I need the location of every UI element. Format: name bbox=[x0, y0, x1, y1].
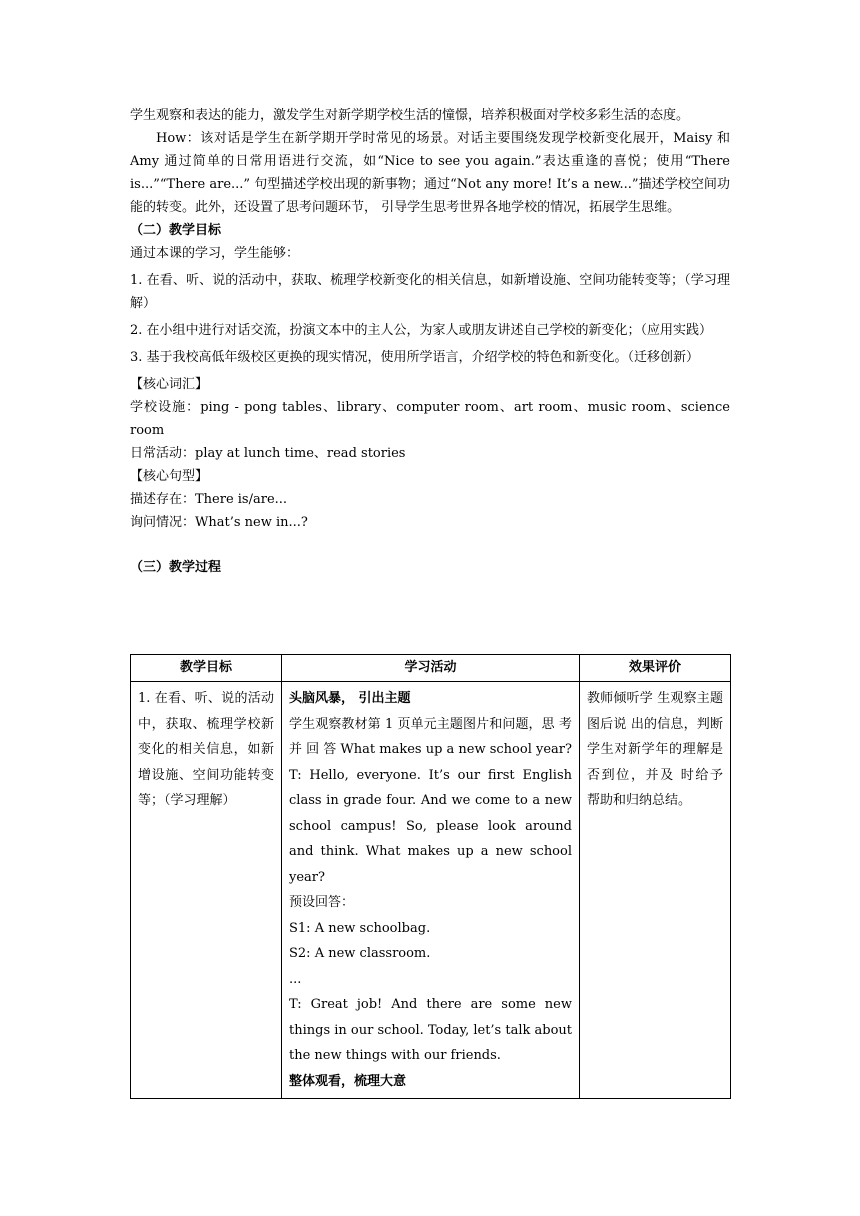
objective-item-1: 1. 在看、听、说的活动中，获取、梳理学校新变化的相关信息，如新增设施、空间功能转变等；（学习理解） bbox=[130, 273, 730, 311]
table-header-row bbox=[131, 655, 731, 682]
vocab-facilities: 学校设施：ping - pong tables、library、computer room、art room、music room、science room bbox=[130, 400, 730, 438]
teaching-process-table bbox=[130, 654, 731, 1099]
sentence-ask: 询问情况：What’s new in...? bbox=[130, 515, 308, 530]
vocab-heading: 【核心词汇】 bbox=[130, 377, 209, 392]
column-header-evaluation: 效果评价 bbox=[580, 655, 731, 682]
objectives-lead: 通过本课的学习，学生能够： bbox=[130, 246, 300, 261]
activity-heading: 头脑风暴， 引出主题 bbox=[289, 691, 411, 706]
lesson-plan-text bbox=[130, 104, 730, 579]
vocab-activities: 日常活动：play at lunch time、read stories bbox=[130, 446, 406, 461]
activity-cell bbox=[282, 682, 580, 1099]
activity-line: T: Great job! And there are some new things in our school. Today, let’s talk about the new things with our friends. bbox=[289, 997, 572, 1063]
process-heading: （三）教学过程 bbox=[130, 560, 222, 575]
column-header-activity: 学习活动 bbox=[282, 655, 580, 682]
intro-paragraph: 学生观察和表达的能力，激发学生对新学期学校生活的憧憬，培养积极面对学校多彩生活的态度。 bbox=[130, 108, 690, 123]
activity-line: 学生观察教材第 1 页单元主题图片和问题，思 考 并 回 答 What makes up a new school year? bbox=[289, 716, 572, 757]
objectives-heading: （二）教学目标 bbox=[130, 223, 222, 238]
objective-item-3: 3. 基于我校高低年级校区更换的现实情况，使用所学语言，介绍学校的特色和新变化。（迁移创新） bbox=[130, 350, 700, 365]
goal-cell: 1. 在看、听、说的活动中，获取、梳理学校新变化的相关信息，如新增设施、空间功能转变等；（学习理解） bbox=[131, 682, 282, 1099]
column-header-goal: 教学目标 bbox=[131, 655, 282, 682]
activity-line: S1: A new schoolbag. bbox=[289, 920, 431, 936]
activity-heading-2: 整体观看，梳理大意 bbox=[289, 1073, 407, 1089]
sentence-describe: 描述存在：There is/are... bbox=[130, 492, 288, 507]
activity-line: 预设回答： bbox=[289, 895, 355, 910]
activity-line: T: Hello, everyone. It’s our first English class in grade four. And we come to a new school campus! So, please look around and think. What makes up a new school year? bbox=[289, 767, 572, 885]
how-paragraph: How：该对话是学生在新学期开学时常见的场景。对话主要围绕发现学校新变化展开，Maisy 和 Amy 通过简单的日常用语进行交流，如“Nice to see you again.”表达重逢的喜悦；使用“There is...”“There are...” 句型描述学校出现的新事物；通过“Not any more! It’s a new...”描述学校空间功能的转变。此外，还设置了思考问题环节， 引导学生思考世界各地学校的情况，拓展学生思维。 bbox=[130, 131, 730, 215]
sentences-heading: 【核心句型】 bbox=[130, 469, 209, 484]
evaluation-cell: 教师倾听学 生观察主题 图后说 出的信息，判断学生对新学年的理解是否到位，并及 时给予 帮助和归纳总结。 bbox=[580, 682, 731, 1099]
activity-line: S2: A new classroom. bbox=[289, 946, 431, 961]
table-row bbox=[131, 682, 731, 1099]
activity-line: ... bbox=[289, 971, 302, 987]
objective-item-2: 2. 在小组中进行对话交流，扮演文本中的主人公，为家人或朋友讲述自己学校的新变化；（应用实践） bbox=[130, 323, 713, 338]
